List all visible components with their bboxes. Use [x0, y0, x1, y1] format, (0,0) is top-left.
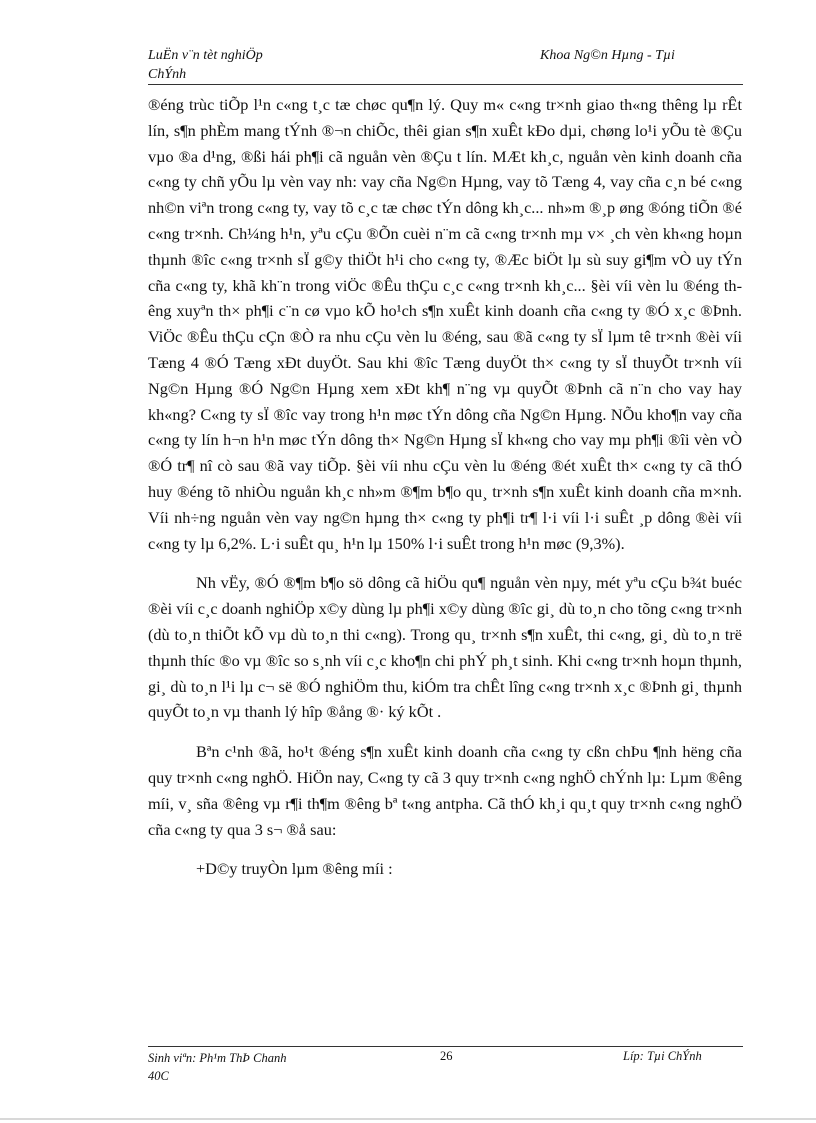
page-number: 26: [440, 1049, 453, 1063]
header-left: [148, 46, 263, 84]
footer-student-name: Sinh viªn: Ph¹m ThÞ Chanh: [148, 1051, 287, 1065]
header-thesis-title-cont: ChÝnh: [148, 67, 187, 82]
paragraph-1: ®éng trùc tiÕp l¹n c«ng t¸c tæ chøc qu¶n lý. Quy m« c«ng tr×nh giao th«ng thêng lµ rÊt lín, s¶n phÈm mang tÝnh ®¬n chiÕc, thêi gian s¶n xuÊt kÐo dµi, chøng lo¹i yÕu tè ®Çu vµo ®a d¹ng, ®ßi hái ph¶i cã nguån vèn ®Çu t lín. MÆt kh¸c, nguån vèn kinh doanh cña c«ng ty chñ yÕu lµ vèn vay nh: vay cña Ng©n Hµng, vay tõ Tæng 4, vay cña c¸n bé c«ng nh©n viªn trong c«ng ty, vay tõ c¸c tæ chøc tÝn dông kh¸c... nh»m ®¸p øng ®óng tiÕn ®é c«ng tr×nh. Ch¼ng h¹n, yªu cÇu ®Õn cuèi n¨m cã c«ng tr×nh mµ v× ¸ch vèn kh«ng hoµn thµnh ®îc c«ng tr×nh sÏ g©y thiÖt h¹i cho c«ng ty, ®Æc biÖt lµ sù suy gi¶m vÒ uy tÝn cña c«ng ty, khã kh¨n trong viÖc ®Êu thÇu c¸c c«ng tr×nh kh¸c... §èi víi vèn lu ®éng thêng xuyªn th× ph¶i c¨n cø vµo kÕ ho¹ch s¶n xuÊt kinh doanh cña c«ng ty ®Ó x¸c ®Þnh. ViÖc ®Êu thÇu cÇn ®Ò ra nhu cÇu vèn lu ®éng, sau ®ã c«ng ty sÏ lµm tê tr×nh ®èi víi Tæng 4 ®Ó Tæng xÐt duyÖt. Sau khi ®îc Tæng duyÖt th× c«ng ty sÏ thuyÕt tr×nh víi Ng©n Hµng ®Ó Ng©n Hµng xem xÐt kh¶ n¨ng vµ quyÕt ®Þnh cã n¨n cho vay hay kh«ng? C«ng ty sÏ ®îc vay trong h¹n møc tÝn dông cña Ng©n Hµng. NÕu kho¶n vay cña c«ng ty lín h¬n h¹n møc tÝn dông th× Ng©n Hµng sÏ kh«ng cho vay mµ ph¶i ®îi vèn vÒ ®Ó tr¶ nî cò sau ®ã vay tiÕp. §èi víi nhu cÇu vèn lu ®éng ®ét xuÊt th× c«ng ty cã thÓ huy ®éng tõ nhiÒu nguån kh¸c nh»m ®¶m b¶o qu¸ tr×nh s¶n xuÊt kinh doanh cña m×nh. Víi nh÷ng nguån vèn vay ng©n hµng th× c«ng ty ph¶i tr¶ l·i víi l·i suÊt ¸p dông ®èi víi c«ng ty lµ 6,2%. L·i suÊt qu¸ h¹n lµ 150% l·i suÊt trong h¹n møc (9,3%).: [148, 95, 742, 553]
footer-student: [148, 1049, 286, 1085]
header-faculty: Khoa Ng©n Hµng - Tµi: [540, 48, 675, 63]
page-footer: [148, 1046, 743, 1087]
footer-class: Líp: Tµi ChÝnh: [623, 1049, 702, 1063]
paragraph-2: Nh vËy, ®Ó ®¶m b¶o sö dông cã hiÖu qu¶ nguån vèn nµy, mét yªu cÇu b¾t buéc ®èi víi c¸c doanh nghiÖp x©y dùng lµ ph¶i x©y dùng ®îc gi¸ dù to¸n cho tõng c«ng tr×nh (dù to¸n thiÕt kÕ vµ dù to¸n thi c«ng). Trong qu¸ tr×nh s¶n xuÊt, thi c«ng, gi¸ dù to¸n trë thµnh thíc ®o vµ ®îc so s¸nh víi c¸c kho¶n chi phÝ ph¸t sinh. Khi c«ng tr×nh hoµn thµnh, gi¸ dù to¸n l¹i lµ c¬ së ®Ó nghiÖm thu, kiÓm tra chÊt lîng c«ng tr×nh x¸c ®Þnh gi¸ thµnh quyÕt to¸n vµ thanh lý hîp ®ång ®· ký kÕt .: [148, 573, 742, 722]
paragraph-4: +D©y truyÒn lµm ®êng míi :: [196, 859, 393, 879]
header-thesis-title: LuËn v¨n tèt nghiÖp: [148, 48, 263, 63]
body-text: [148, 92, 742, 882]
footer-student-class: 40C: [148, 1069, 169, 1083]
page-bottom-divider: [0, 1118, 816, 1120]
paragraph-3: Bªn c¹nh ®ã, ho¹t ®éng s¶n xuÊt kinh doanh cña c«ng ty cßn chÞu ¶nh hëng cña quy tr×nh c«ng nghÖ. HiÖn nay, C«ng ty cã 3 quy tr×nh c«ng nghÖ chÝnh lµ: Lµm ®êng míi, v¸ sña ®êng vµ r¶i th¶m ®êng bª t«ng antpha. Cã thÓ kh¸i qu¸t quy tr×nh c«ng nghÖ cña c«ng ty qua 3 s¬ ®å sau:: [148, 742, 742, 839]
page-header: [148, 46, 743, 85]
